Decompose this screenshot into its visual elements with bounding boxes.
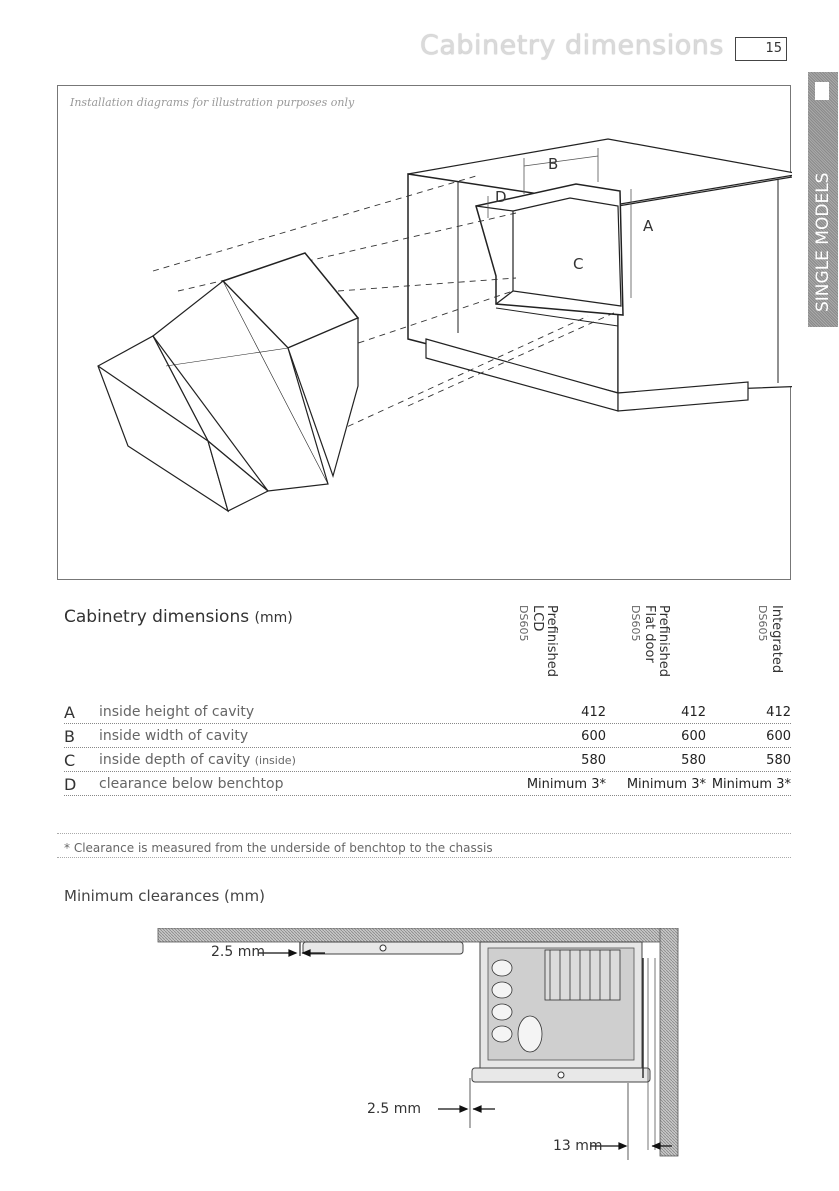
page-title: Cabinetry dimensions — [420, 30, 724, 61]
diagram-note: Installation diagrams for illustration purposes only — [70, 96, 355, 109]
row-letter: C — [64, 751, 76, 770]
column-header-prefinished-lcd — [517, 605, 618, 685]
column-sub: LCD — [530, 605, 545, 632]
tab-marker — [815, 82, 829, 100]
installation-diagram — [57, 85, 791, 580]
row-letter: D — [64, 775, 77, 794]
label-d: D — [495, 188, 507, 206]
row-letter: B — [64, 727, 75, 746]
table-row — [64, 774, 791, 796]
row-label: clearance below benchtop — [99, 776, 284, 792]
table-row — [64, 726, 791, 748]
page-number: 15 — [735, 37, 787, 61]
side-tab-label: SINGLE MODELS — [813, 172, 833, 312]
row-value: 580 — [766, 753, 791, 768]
column-model: DS605 — [629, 605, 642, 642]
row-value: 412 — [766, 705, 791, 720]
dimensions-unit: (mm) — [254, 610, 293, 626]
row-value: Minimum 3* — [711, 777, 791, 792]
clearance-plan-illustration — [150, 928, 690, 1168]
clearance-label-side: 13 mm — [553, 1138, 603, 1154]
table-row — [64, 750, 791, 772]
row-value: 600 — [681, 729, 706, 744]
row-value: 600 — [766, 729, 791, 744]
column-name: Prefinished — [544, 605, 559, 677]
label-b: B — [548, 155, 559, 173]
footnote: * Clearance is measured from the underside of benchtop to the chassis — [64, 841, 493, 855]
divider — [57, 857, 791, 858]
row-value: 580 — [681, 753, 706, 768]
row-value: 412 — [681, 705, 706, 720]
column-header-integrated — [756, 605, 839, 685]
table-row — [64, 702, 791, 724]
dimensions-title-text: Cabinetry dimensions — [64, 607, 250, 627]
row-value: Minimum 3* — [526, 777, 606, 792]
row-letter: A — [64, 703, 75, 722]
clearance-label-left: 2.5 mm — [211, 944, 265, 960]
column-name: Integrated — [769, 605, 784, 674]
clearance-label-front: 2.5 mm — [367, 1101, 421, 1117]
clearances-title: Minimum clearances (mm) — [64, 887, 265, 905]
column-name: Prefinished — [656, 605, 671, 677]
column-model: DS605 — [756, 605, 769, 642]
row-value: 412 — [581, 705, 606, 720]
dimensions-title — [64, 607, 293, 627]
label-a: A — [643, 217, 654, 235]
label-c: C — [573, 255, 584, 273]
row-value: 600 — [581, 729, 606, 744]
row-label: inside height of cavity — [99, 704, 255, 720]
row-value: 580 — [581, 753, 606, 768]
column-sub: Flat door — [642, 605, 657, 663]
row-value: Minimum 3* — [626, 777, 706, 792]
side-tab — [808, 72, 838, 327]
row-label: inside width of cavity — [99, 728, 249, 744]
row-label: inside depth of cavity (inside) — [99, 752, 296, 768]
column-header-prefinished-flat — [629, 605, 730, 685]
column-model: DS605 — [517, 605, 530, 642]
installation-illustration — [58, 86, 792, 581]
divider — [57, 833, 791, 834]
